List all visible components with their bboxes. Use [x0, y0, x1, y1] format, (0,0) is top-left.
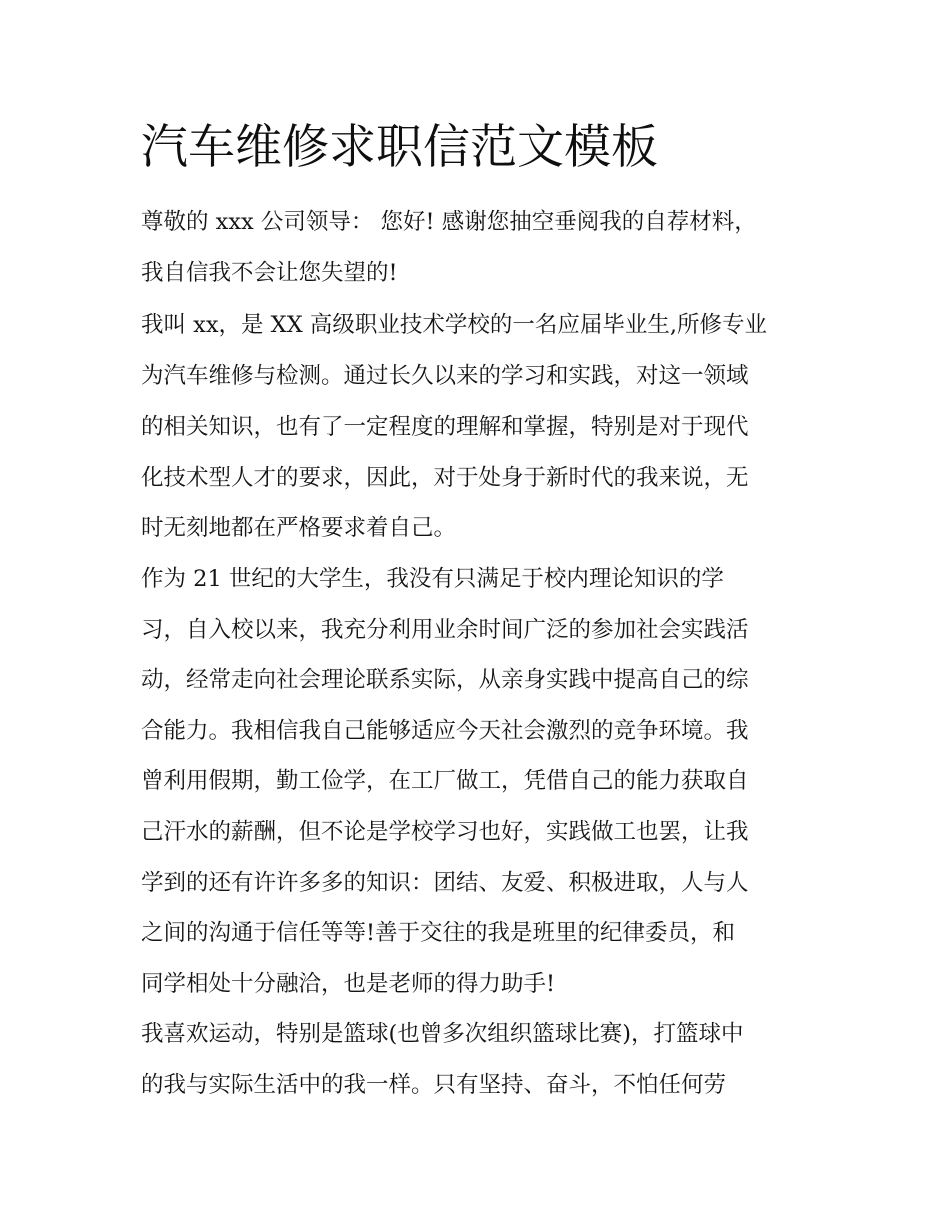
body-line: 动，经常走向社会理论联系实际，从亲身实践中提高自己的综 — [141, 667, 749, 693]
body-line: 学到的还有许许多多的知识：团结、友爱、积极进取，人与人 — [141, 870, 749, 896]
body-line: 为汽车维修与检测。通过长久以来的学习和实践，对这一领域 — [141, 363, 749, 389]
body-line: 习，自入校以来，我充分利用业余时间广泛的参加社会实践活 — [141, 617, 749, 643]
body-line: 的我与实际生活中的我一样。只有坚持、奋斗，不怕任何劳 — [141, 1072, 727, 1098]
body-line: 之间的沟通于信任等等!善于交往的我是班里的纪律委员，和 — [141, 920, 736, 946]
body-line: 我叫 xx，是 XX 高级职业技术学校的一名应届毕业生,所修专业 — [141, 312, 768, 338]
body-line: 时无刻地都在严格要求着自己。 — [141, 515, 457, 541]
body-line: 作为 21 世纪的大学生，我没有只满足于校内理论知识的学 — [141, 566, 724, 592]
body-line: 我自信我不会让您失望的! — [141, 260, 398, 286]
body-line: 曾利用假期，勤工俭学，在工厂做工，凭借自己的能力获取自 — [141, 768, 749, 794]
body-line: 己汗水的薪酬，但不论是学校学习也好，实践做工也罢，让我 — [141, 819, 749, 845]
body-line: 化技术型人才的要求，因此，对于处身于新时代的我来说，无 — [141, 465, 749, 491]
body-line: 的相关知识，也有了一定程度的理解和掌握，特别是对于现代 — [141, 414, 749, 440]
body-line: 合能力。我相信我自己能够适应今天社会激烈的竞争环境。我 — [141, 718, 749, 744]
body-line: 同学相处十分融洽，也是老师的得力助手! — [141, 971, 556, 997]
body-line: 我喜欢运动，特别是篮球(也曾多次组织篮球比赛)，打篮球中 — [141, 1021, 744, 1047]
document-title: 汽车维修求职信范文模板 — [141, 120, 658, 175]
body-line: 尊敬的 xxx 公司领导： 您好! 感谢您抽空垂阅我的自荐材料， — [141, 209, 757, 235]
